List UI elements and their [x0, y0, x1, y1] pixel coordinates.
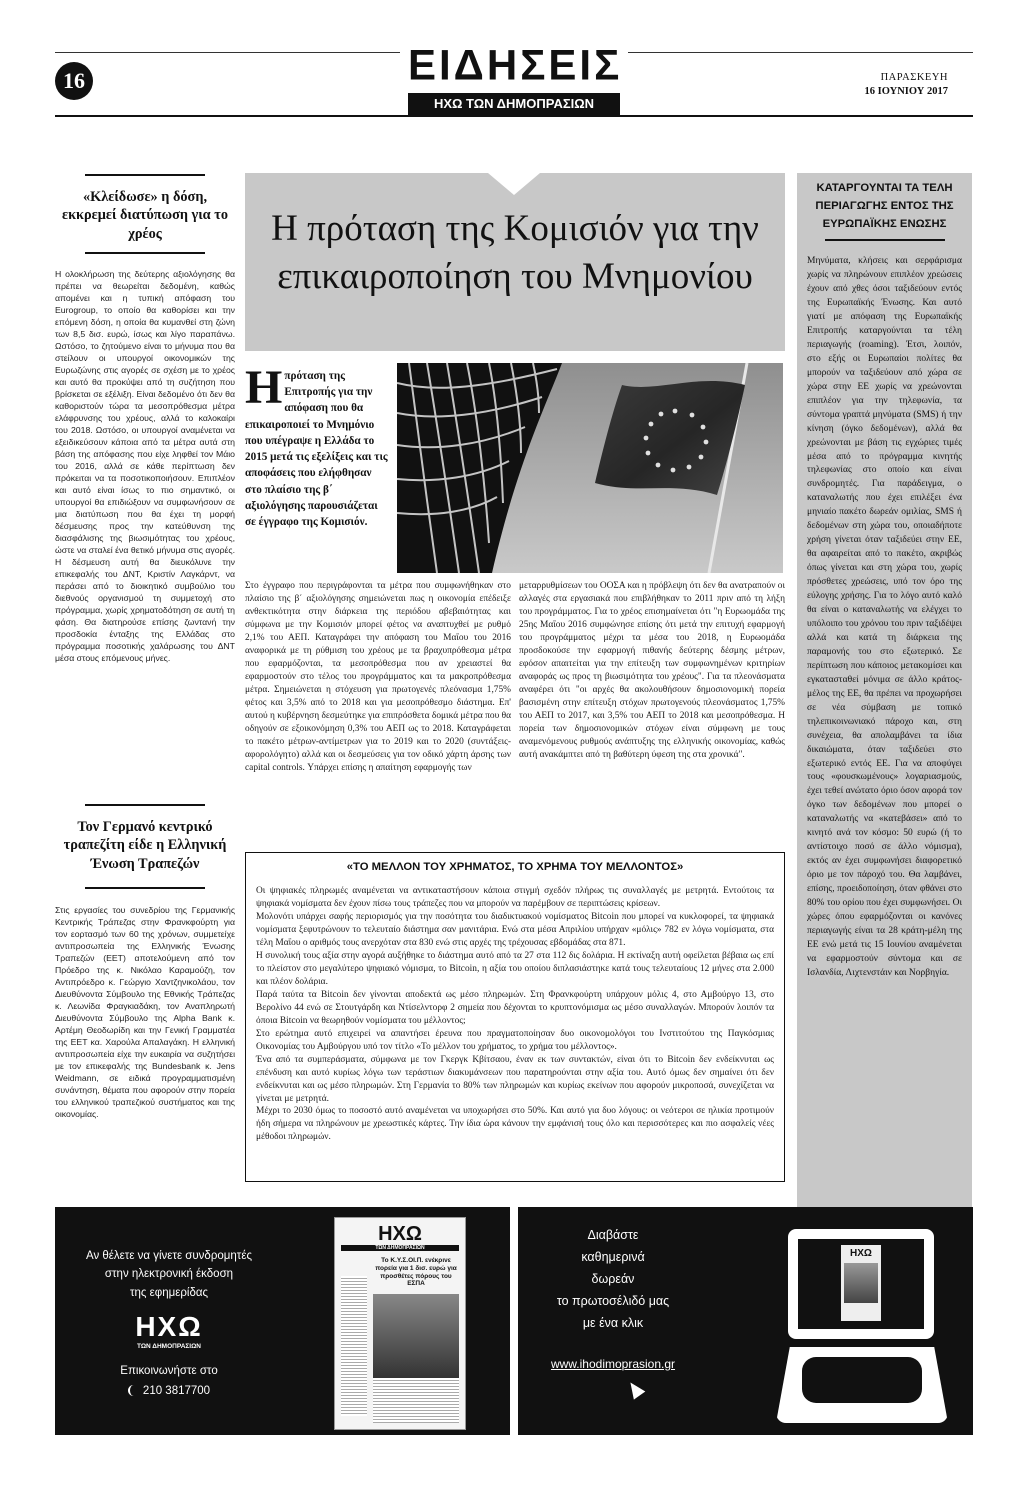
infobox-title: «ΤΟ ΜΕΛΛΟΝ ΤΟΥ ΧΡΗΜΑΤΟΣ, ΤΟ ΧΡΗΜΑ ΤΟΥ ΜΕΛΛΟΝΤΟΣ»: [346, 861, 684, 873]
phone-number[interactable]: [55, 1385, 283, 1397]
thumb-headline: Το Κ.Υ.Σ.ΟΙ.Π. ενέκρινε πορεία για 1 δισ. ευρώ για προσθέτες πόρους του ΕΣΠΑ: [375, 1257, 457, 1288]
paper-name: ΗΧΩ ΤΩΝ ΔΗΜΟΠΡΑΣΙΩΝ: [408, 93, 620, 115]
main-body-col1: Στο έγγραφο που περιγράφονται τα μέτρα που συμφωνήθηκαν στο πλαίσιο της β΄ αξιολόγησης σημειώνεται πως η οικονομία επέδειξε ανθεκτικότητα στην διάρκεια της περιόδου αβεβαιότητας και σύμφωνα με την Κομισιόν μπορεί φέτος να αναπτυχθεί με ρυθμό 2,1% του ΑΕΠ. Καταγράφει την απόφαση του Μαΐου του 2016 αναφορικά με τη ρύθμιση του χρέους με τα βραχυπρόθεσμα μέτρα που εφαρμόζονται, τα μεσοπρόθεσμα που αν χρειαστεί θα εφαρμοστούν στο τέλος του προγράμματος και τα μακροπρόθεσμα μέτρα. Σημειώνεται η στόχευση για πρωτογενές πλεόνασμα 1,75% φέτος και 3,5% από το 2018 και για μεσοπρόθεσμο διάστημα. Επ' αυτού η κυβέρνηση δεσμεύτηκε για επιπρόσθετα δομικά μέτρα που θα οδηγούν σε εξοικονόμηση 0,3% του ΑΕΠ ως το 2018. Καταγράφεται το πακέτο μέτρων-αντίμετρων για το 2019 και το 2020 (συντάξεις-αφορολόγητο) αλλά και οι δεσμεύσεις για τον οδικό χάρτη άρσης των capital controls. Υπάρχει επίσης η απαίτηση εφαρμογής των: [245, 581, 511, 773]
laptop-screen-inner: [798, 1239, 924, 1329]
left2-title: Τον Γερμανό κεντρικό τραπεζίτη είδε η Ελληνική Ένωση Τραπεζών: [63, 819, 227, 872]
header-divider: [55, 115, 973, 117]
phone-icon: [128, 1385, 135, 1396]
roaming-title: ΚΑΤΑΡΓΟΥΝΤΑΙ ΤΑ ΤΕΛΗ ΠΕΡΙΑΓΩΓΗΣ ΕΝΤΟΣ ΤΗΣ ΕΥΡΩΠΑΪΚΗΣ ΕΝΩΣΗΣ: [815, 182, 954, 231]
website-link[interactable]: www.ihodimoprasion.gr: [550, 1357, 676, 1371]
left2-bottom-rule: [85, 887, 205, 889]
thumb-logo-sub: ΤΩΝ ΔΗΜΟΠΡΑΣΙΩΝ: [341, 1245, 459, 1251]
issue-day: ΠΑΡΑΣΚΕΥΗ: [880, 72, 948, 83]
echo-logo-sub: ΤΩΝ ΔΗΜΟΠΡΑΣΙΩΝ: [136, 1343, 201, 1350]
infobox-p2: Μολονότι υπάρχει σαφής περιορισμός για την ποσότητα του διαδικτυακού νομίσματος Bitcoin που μπορεί να κυκλοφορεί, τα ψηφιακά νομίσματα ξεφυτρώνουν το τελευταίο διάστημα σαν μανιτάρια. Ενώ στα μέσα Απριλίου υπήρχαν «μόλις» 782 εν λόγω νομίσματα, στα τέλη Μαΐου ο αριθμός τους ανερχόταν στα 830 ενώ στις αρχές της τρέχουσας εβδομάδας στα 871.: [256, 911, 774, 948]
screen-logo: ΗΧΩ: [850, 1248, 872, 1259]
eu-flag-photo: [397, 363, 783, 573]
lead-text: πρόταση της Επιτροπής για την απόφαση που θα επικαιροποιεί το Μνημόνιο που υπέγραψε η Ελλάδα το 2015 μετά τις εξελίξεις και τις αποφάσεις που ελήφθησαν στο πλαίσιο της β΄ αξιολόγησης παρουσιάζεται σε έγγραφο της Κομισιόν.: [245, 370, 388, 529]
echo-logo-text: ΗΧΩ: [135, 1311, 203, 1342]
infobox-p6: Ένα από τα συμπεράσματα, σύμφωνα με τον Γκεργκ Κβίτσαου, έναν εκ των συντακτών, είναι ότι το Bitcoin δεν ενδείκνυται ως επένδυση και αυτό κυρίως λόγω των τεράστιων διακυμάνσεων που παρατηρούνται στην αξία του. Αυτό όμως δεν σημαίνει ότι δεν ενδείκνυται και ως μέσο πληρωμών. Στη Γερμανία το 80% των πληρωμών και κυρίως εκείνων που αφορούν μικροποσά, συνεχίζεται να γίνεται με μετρητά.: [256, 1054, 774, 1104]
cursor-icon: [625, 1378, 646, 1399]
main-body-col2: μεταρρυθμίσεων του ΟΟΣΑ και η πρόβλεψη ότι δεν θα ανατραπούν οι αλλαγές στα εργασιακά που επιβλήθηκαν το 2011 πριν από τη λήξη του προγράμματος. Για το χρέος επισημαίνεται ότι "η Ευρωομάδα της 25ης Μαΐου 2016 συμφώνησε επίσης ότι μετά την επιτυχή εφαρμογή του προγράμματος μέχρι τα μέσα του 2018, η Ευρωομάδα προσδοκούσε την εφαρμογή πιθανής δεύτερης δέσμης μέτρων, εφόσον απαιτείται για την επίτευξη των συμφωνημένων κριτηρίων αναφοράς ως προς τη βιωσιμότητα του χρέους". Για τα πλεονάσματα αναφέρει ότι "οι αρχές θα ακολουθήσουν δημοσιονομική πορεία βασισμένη στην επίτευξη στόχων πρωτογενούς πλεονάσματος 1,75% του ΑΕΠ το 2017, και 3,5% του ΑΕΠ το 2018 και μεσοπρόθεσμα. Η πορεία των δημοσιονομικών στόχων είναι σύμφωνη με τους αναμενόμενους ρυθμούς ανάπτυξης της ελληνικής οικονομίας, καθώς αυτή ανακάμπτει από τη βαθύτερη ύφεση της στα χρονικά".: [519, 581, 785, 760]
roaming-sidebar: [797, 173, 972, 1207]
header-rule-right: [628, 52, 973, 53]
bitcoin-infobox: [245, 852, 785, 1182]
roaming-divider: [825, 239, 945, 241]
laptop-keyboard: [802, 1357, 922, 1403]
section-title: ΕΙΔΗΣΕΙΣ: [408, 40, 623, 89]
thumb-text-lines: [341, 1276, 367, 1416]
sub-line2: στην ηλεκτρονική έκδοση: [104, 1268, 234, 1281]
fp-line3: δωρεάν: [591, 1271, 635, 1286]
left1-title: «Κλείδωσε» η δόση, εκκρεμεί διατύπωση για το χρέος: [62, 189, 228, 242]
header-rule-left: [55, 52, 400, 53]
thumb-logo: [341, 1224, 459, 1251]
left2-top-rule: [85, 804, 205, 806]
lead-paragraph: [245, 361, 391, 530]
left2-body: Στις εργασίες του συνεδρίου της Γερμανικής Κεντρικής Τράπεζας στην Φρανκφούρτη για τον εορτασμό των 60 της χρόνων, συμμετείχε αντιπροσωπεία της Ελληνικής Ένωσης Τραπεζών (ΕΕΤ) αποτελούμενη από τον Πρόεδρο της κ. Νικόλαο Καραμούζη, τον Αντιπρόεδρο κ. Γεώργιο Χαντζηνικολάου, τον Διευθύνοντα Σύμβουλο της Εθνικής Τράπεζας κ. Λεωνίδα Φραγκιαδάκη, τον Αναπληρωτή Διευθύνοντα Σύμβουλο της Alpha Bank κ. Αρτέμη Θεοδωρίδη και την Γενική Γραμματέα της ΕΕΤ κα. Χαρούλα Απαλαγάκη. Η ελληνική αντιπροσωπεία είχε την ευκαιρία να συζητήσει με τον επικεφαλής της Bundesbank κ. Jens Weidmann, σε ειδικά προγραμματισμένη συνάντηση, θέματα που αφορούν στην πορεία του ελληνικού τραπεζικού συστήματος και της οικονομίας.: [55, 905, 235, 1119]
page-number: 16: [55, 62, 93, 100]
left1-body: Η ολοκλήρωση της δεύτερης αξιολόγησης θα πρέπει να θεωρείται δεδομένη, καθώς απομένει και η τυπική απόφαση του Eurogroup, το οποίο θα καθορίσει και την επόμενη δόση, η οποία θα κυμανθεί στη ζώνη των 8,5 δισ. ευρώ, ίσως και λίγο παραπάνω. Ωστόσο, το ζητούμενο είναι το μήνυμα που θα στείλουν οι υπουργοί οικονομικών της Ευρωζώνης στις αγορές σε σχέση με το χρέος και αυτό θα προκύψει από τη συζήτηση που βρίσκεται σε εξέλιξη. Είναι δεδομένο ότι δεν θα καθοριστούν τώρα τα μεσοπρόθεσμα μέτρα ελάφρυνσης του χρέους, αλλά το καλοκαίρι του 2018. Ωστόσο, οι υπουργοί αναμένεται να εξειδικεύσουν κάποια από τα μέτρα αυτά στη βάση της απόφασης που είχε ληφθεί τον Μάιο του 2016, αλλά σε κάθε περίπτωση δεν πρόκειται να τα ποσοτικοποιήσουν. Επιπλέον και αυτό είναι ίσως το πιο σημαντικό, οι υπουργοί θα επιδιώξουν να συμφωνήσουν σε μια διατύπωση που θα έχει τη μορφή δέσμευσης προς την κατεύθυνση της διασφάλισης της βιωσιμότητας του χρέους, ώστε να σταλεί ένα θετικό μήνυμα στις αγορές. Η δέσμευση αυτή θα διευκόλυνε την επικεφαλής του ΔΝΤ, Κριστίν Λαγκάρντ, να περάσει από το διοικητικό συμβούλιο του διεθνούς οργανισμού τη συμμετοχή στο πρόγραμμα, χωρίς χρηματοδότηση σε αυτή τη φάση. Θα διατηρούσε επίσης ζωντανή την προσδοκία ένταξης της Ελλάδας στο πρόγραμμα ποσοτικής χαλάρωσης του ΔΝΤ μέσα στους επόμενους μήνες.: [55, 269, 235, 663]
infobox-p7: Μέχρι το 2030 όμως το ποσοστό αυτό αναμένεται να υποχωρήσει στο 50%. Και αυτό για δυο λόγους: οι νεότεροι σε ηλικία προτιμούν ήδη σήμερα να πληρώνουν με χρεωστικές κάρτες. Την ίδια ώρα κάνουν την εμφάνισή τους όλο και περισσότερες και πιο ασφαλείς νέες μέθοδοι πληρωμών.: [256, 1106, 774, 1143]
echo-logo: [55, 1313, 283, 1350]
headline-notch: [488, 173, 540, 195]
fp-line1: Διαβάστε: [587, 1228, 639, 1242]
drop-cap: Η: [245, 361, 283, 414]
subscription-ad-text: [55, 1247, 283, 1302]
screen-photo: [844, 1263, 878, 1303]
left1-top-rule: [85, 174, 205, 176]
laptop-base: [776, 1347, 948, 1423]
thumb-logo-text: ΗΧΩ: [378, 1223, 422, 1245]
thumb-text-lines-bottom: [373, 1378, 459, 1423]
contact-label: Επικοινωνήστε στο: [120, 1365, 218, 1377]
roaming-body: Μηνύματα, κλήσεις και σερφάρισμα χωρίς να πληρώνουν επιπλέον χρεώσεις έχουν από χθες όσοι ταξιδεύουν εντός της Ευρωπαϊκής Ένωσης. Και αυτό γιατί με απόφαση της Ευρωπαϊκής Επιτροπής καταργούνται τα τέλη περιαγωγής (roaming). Έτσι, λοιπόν, στο εξής οι Ευρωπαίοι πολίτες θα μπορούν να ταξιδεύουν από χώρα σε χώρα στην ΕΕ χωρίς να χρεώνονται επιπλέον για την τηλεφωνία, τα σύντομα γραπτά μηνύματα (SMS) ή την κίνηση (όγκο δεδομένων), αλλά θα χρεώνονται με βάση τις εγχώριες τιμές μέσα από το πρόγραμμα κινητής τηλεφωνίας στο οποίο και είναι συνδρομητές. Για παράδειγμα, ο καταναλωτής που έχει επιλέξει ένα μηνιαίο πακέτο δωρεάν ομιλίας, SMS ή δεδομένων στη χώρα του, οποιαδήποτε χρήση γίνεται όταν ταξιδεύει στην ΕΕ, θα αφαιρείται από το πακέτο, ακριβώς όπως γίνεται και στη χώρα του, χωρίς πρόσθετες χρεώσεις, υπό τον όρο της εύλογης χρήσης. Για το λόγο αυτό καλό θα είναι ο καταναλωτής να ελέγχει το υπόλοιπο του χρόνου του πριν ταξιδέψει αλλά και κατά τη διάρκεια της παραμονής του στο εξωτερικό. Σε περίπτωση που κάποιος μετακομίσει και εγκατασταθεί μόνιμα σε άλλο κράτος-μέλος της ΕΕ, θα πρέπει να προχωρήσει σε νέα σύμβαση με τοπικό τηλεπικοινωνιακό πάροχο και, στη συνέχεια, θα απολαμβάνει τα ίδια δικαιώματα, όταν ταξιδεύει στο εξωτερικό εντός ΕΕ. Για να αποφύγει τους «φουσκωμένους» λογαριασμούς, έχει τεθεί ανώτατο όριο όσον αφορά τον όγκο των δεδομένων που μπορεί ο καταναλωτής να «κατεβάσει» από το κινητό ανά τον κόσμο: 50 ευρώ (ή το αντίστοιχο ποσό σε άλλο νόμισμα), εκτός αν έχει συμφωνήσει διαφορετικό όριο με τον πάροχό του. Θα λαμβάνει, επίσης, προειδοποίηση, όταν φθάνει στο 80% του ορίου που έχει συμφωνήσει. Οι χώρες όπου εφαρμόζονται οι κανόνες περιαγωγής είναι τα 28 κράτη-μέλη της ΕΕ ενώ μετά τις 15 Ιουνίου αναμένεται να εφαρμοστούν σύντομα και σε Ισλανδία, Λιχτενστάιν και Νορβηγία.: [807, 256, 962, 978]
newspaper-thumbnail: [334, 1217, 466, 1430]
phone-value: 210 3817700: [142, 1385, 211, 1397]
frontpage-ad[interactable]: [518, 1207, 973, 1435]
issue-date: 16 ΙΟΥΝΙΟΥ 2017: [864, 86, 948, 97]
infobox-p5: Στο ερώτημα αυτό επιχειρεί να απαντήσει έρευνα που πραγματοποίησαν δυο οικονομολόγοι του Ινστιτούτου της Παγκόσμιας Οικονομίας του Αμβούργου υπό τον τίτλο «Το μέλλον του χρήματος, το χρήμα του μέλλοντος».: [256, 1028, 774, 1052]
fp-line4: το πρωτοσέλιδό μας: [556, 1293, 670, 1308]
frontpage-ad-text: [518, 1225, 708, 1334]
screen-page: [841, 1245, 881, 1321]
subscription-ad[interactable]: [55, 1207, 510, 1435]
laptop-icon: [756, 1229, 956, 1429]
fp-line5: με ένα κλικ: [582, 1315, 644, 1330]
sub-line1: Αν θέλετε να γίνετε συνδρομητές: [85, 1250, 253, 1262]
thumb-photo: [373, 1294, 459, 1378]
fp-line2: καθημερινά: [581, 1249, 645, 1264]
sub-line3: της εφημερίδας: [129, 1286, 209, 1299]
infobox-p4: Παρά ταύτα τα Bitcoin δεν γίνονται αποδεκτά ως μέσο πληρωμών. Στη Φρανκφούρτη υπάρχουν μόλις 4, στο Αμβούργο 13, στο Βερολίνο 44 ενώ σε Στουτγάρδη και Ντίσελντορφ 2 σημεία που δέχονται το κρυπτονόμισμα ως μέσο συναλλαγών. Μπορούν λοιπόν τα όποια Bitcoin να θεωρηθούν νομίσματα του μέλλοντος;: [256, 989, 774, 1026]
infobox-p1: Οι ψηφιακές πληρωμές αναμένεται να αντικαταστήσουν κάποια στιγμή σχεδόν πλήρως τις συναλλαγές με μετρητά. Εντούτοις τα ψηφιακά νομίσματα δεν έχουν πίσω τους τράπεζες που να μπορούν να παρέμβουν σε περιπτώσεις κρίσεων.: [256, 886, 774, 909]
main-headline: Η πρόταση της Κομισιόν για την επικαιροποίηση του Μνημονίου: [271, 208, 759, 298]
laptop-screen: [788, 1229, 934, 1339]
left1-bottom-rule: [85, 252, 205, 254]
infobox-p3: Η συνολική τους αξία στην αγορά αυξήθηκε το διάστημα αυτό από τα 27 στα 112 δις δολάρια. Η εκτίναξη αυτή οφείλεται βέβαια ως επί το πλείστον στο μεγαλύτερο ψηφιακό νόμισμα, το Bitcoin, η αξία του οποίου διπλασιάστηκε κατά τους τελευταίους 12 μήνες στα 2.000 και πλέον δολάρια.: [256, 950, 774, 987]
